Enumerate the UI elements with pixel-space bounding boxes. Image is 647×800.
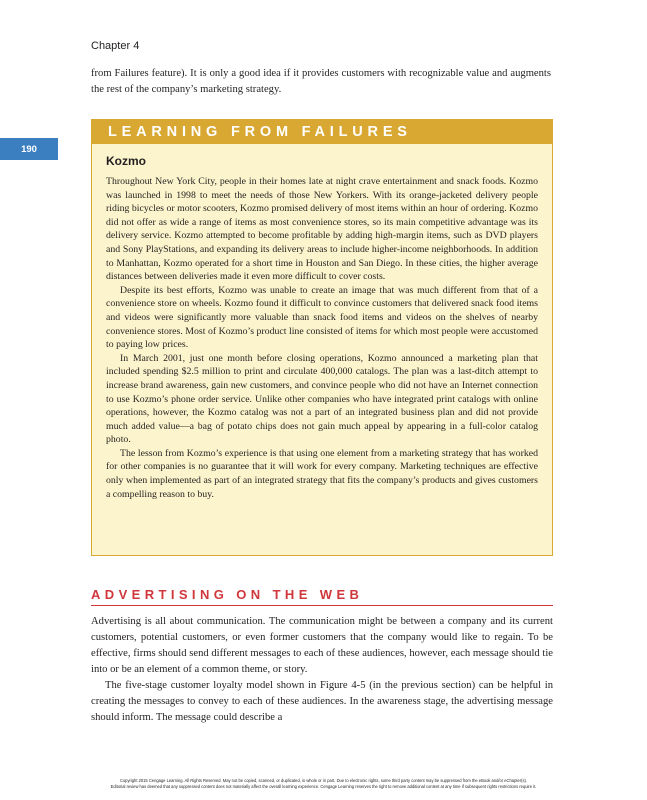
section-heading: ADVERTISING ON THE WEB xyxy=(91,587,364,602)
section-paragraph: Advertising is all about communication. The communication might be between a company and its current customers, potential customers, or even former customers that the company would like to regain. To be effective, firms should send different messages to each of these audiences, however, each message should tie into or be an element of a common theme, or story. xyxy=(91,616,553,675)
page-number-tab: 190 xyxy=(0,138,58,160)
box-paragraph: Throughout New York City, people in their homes late at night crave entertainment and snack foods. Kozmo was launched in 1998 to meet the needs of those New Yorkers. With its orange-jacketed delivery people riding bicycles or motor scooters, Kozmo promised delivery of most items within an hour of ordering. Kozmo did not offer as wide a range of items as most convenience stores, so its main competitive advantage was its delivery service. Kozmo attempted to become profitable by adding high-margin items, such as DVD players and Sony PlayStations, and expanding its delivery areas to include higher-income neighborhoods. In addition to Manhattan, Kozmo operated for a short time in Houston and San Diego. In these cities, the higher average distances between deliveries made it even more difficult to cover costs. xyxy=(106,176,538,283)
intro-text: from Failures feature). It is only a good idea if it provides customers with recognizable value and augments the rest of the company’s marketing strategy. xyxy=(91,68,551,95)
section-paragraph: The five-stage customer loyalty model shown in Figure 4-5 (in the previous section) can be helpful in creating the messages to convey to each of these audiences. In the awareness stage, the advertising message should inform. The message could describe a xyxy=(91,680,553,723)
box-paragraph: In March 2001, just one month before closing operations, Kozmo announced a marketing plan that included spending $2.5 million to print and circulate 400,000 catalogs. The plan was a last-ditch attempt to increase brand awareness, gain new customers, and convince people who did not have an Internet connection to use Kozmo’s phone order service. Unlike other companies who have integrated print catalogs with online operations, however, the Kozmo catalog was not a part of an integrated business plan and did not provide much added value—a bag of potato chips does not gain much appeal by appearing in a full-color catalog photo. xyxy=(106,352,538,446)
copyright-footer xyxy=(0,778,647,790)
box-header-label: LEARNING FROM FAILURES xyxy=(92,120,552,144)
box-paragraph: The lesson from Kozmo’s experience is that using one element from a marketing strategy that has worked for other companies is no guarantee that it will work for every company. Marketing techniques are effective only when implemented as part of an integrated strategy that fits the company’s products and gives customers a compelling reason to buy. xyxy=(106,447,538,500)
box-paragraph: Despite its best efforts, Kozmo was unable to create an image that was much different from that of a convenience store on wheels. Kozmo found it difficult to convince customers that delivered snack food items and videos were significantly more valuable than snack food items and videos on the shelves of nearby convenience stores. Most of Kozmo’s product line consisted of items for which most people were accustomed to paying low prices. xyxy=(106,284,538,351)
footer-line: Copyright 2015 Cengage Learning. All Rights Reserved. May not be copied, scanned, or duplicated, in whole or in part. Due to electronic rights, some third party content may be suppressed from the eBook and/or eChapter(s). xyxy=(119,778,528,783)
section-body xyxy=(91,614,553,726)
box-body xyxy=(106,175,538,501)
section-divider xyxy=(91,605,553,606)
intro-paragraph xyxy=(91,66,551,98)
chapter-header: Chapter 4 xyxy=(91,40,140,52)
learning-from-failures-box xyxy=(91,119,553,556)
footer-line: Editorial review has deemed that any suppressed content does not materially affect the overall learning experience. Cengage Learning reserves the right to remove additional content at any time if subsequent rights restrictions require it. xyxy=(110,784,537,789)
box-title: Kozmo xyxy=(106,154,146,168)
